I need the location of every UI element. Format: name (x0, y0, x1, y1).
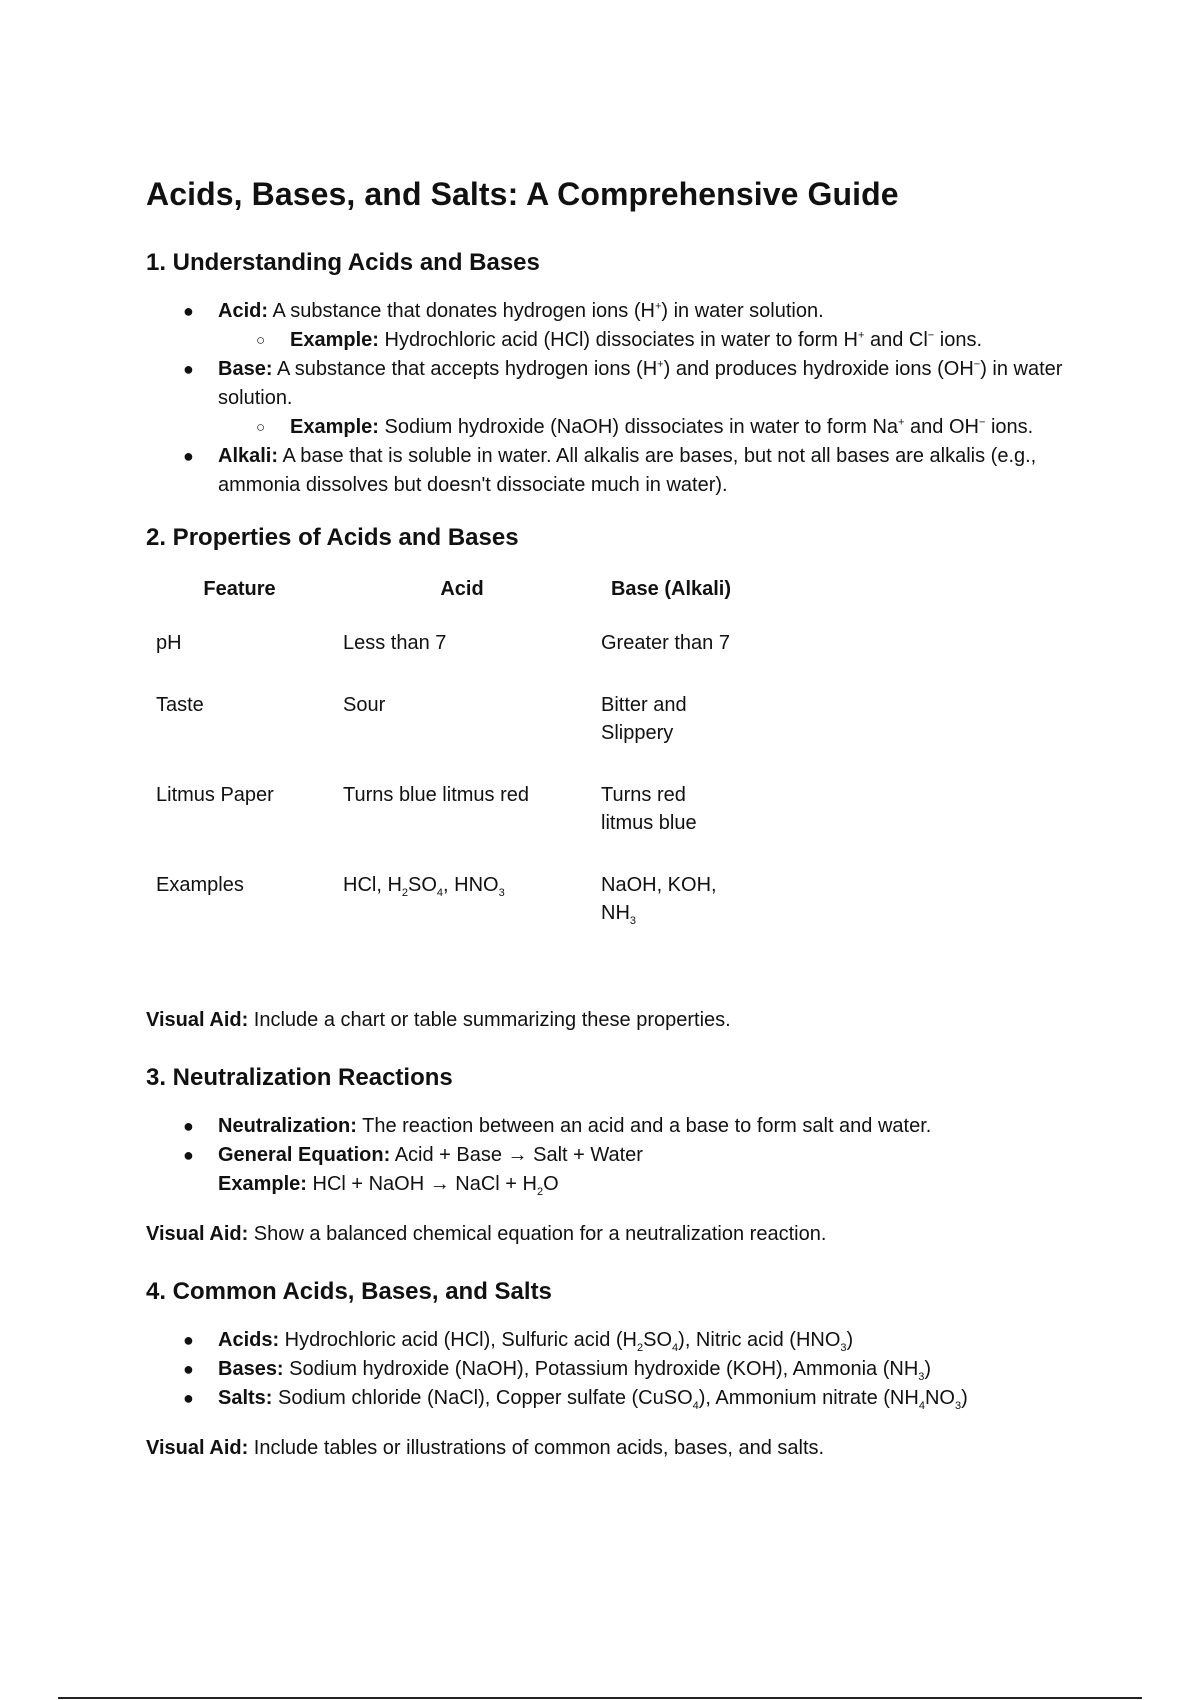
bullet-icon: ● (183, 446, 194, 466)
list-text: Hydrochloric acid (HCl), Sulfuric acid (H (279, 1329, 637, 1351)
superscript: + (857, 329, 865, 342)
table-row (146, 681, 751, 771)
definition-text: ) in water solution. (661, 300, 824, 322)
definition-text: A substance that accepts hydrogen ions (H (272, 358, 658, 380)
definition-text: The reaction between an acid and a base to form salt and water. (356, 1115, 932, 1137)
column-header: Acid (440, 578, 484, 600)
table-cell: Turns blue litmus red (343, 784, 529, 806)
list-item-salts (183, 1384, 1066, 1413)
aid-label: Visual Aid: (146, 1437, 249, 1459)
term-label: Example: (218, 1173, 307, 1195)
aid-label: Visual Aid: (146, 1009, 249, 1031)
section-heading: 1. Understanding Acids and Bases (146, 249, 540, 276)
table-row (146, 771, 751, 861)
term-label: Salts: (218, 1387, 273, 1409)
subscript: 3 (918, 1371, 925, 1383)
list-item-bases (183, 1355, 1066, 1384)
list-text: NO (924, 1387, 955, 1409)
page-bottom-rule (58, 1697, 1142, 1699)
list-text: Sodium chloride (NaCl), Copper sulfate (CuSO (272, 1387, 693, 1409)
term-label: Acids: (218, 1329, 280, 1351)
list-item-alkali (183, 442, 1066, 500)
circle-bullet-icon: ○ (256, 419, 266, 436)
superscript: − (973, 358, 981, 371)
definition-text: ) in water solution. (218, 358, 1063, 409)
subscript: 3 (629, 915, 637, 927)
list-text: ) (961, 1387, 968, 1409)
table-cell: Less than 7 (343, 632, 447, 654)
section-heading: 3. Neutralization Reactions (146, 1064, 453, 1091)
subscript: 4 (918, 1400, 925, 1412)
section-understanding (146, 249, 1066, 500)
superscript: − (978, 416, 986, 429)
aid-text: Include a chart or table summarizing these properties. (248, 1009, 731, 1031)
subscript: 3 (498, 887, 505, 899)
bullet-icon: ● (183, 1388, 194, 1408)
visual-aid-note (146, 1437, 1066, 1460)
visual-aid-note (146, 1223, 1066, 1246)
equation-text: HCl + NaOH → NaCl + H (306, 1173, 537, 1195)
subscript: 2 (401, 887, 409, 899)
example-equation (218, 1170, 1066, 1199)
bullet-icon: ● (183, 301, 194, 321)
bullet-icon: ● (183, 1359, 194, 1379)
section-neutralization (146, 1064, 1066, 1246)
term-label: Bases: (218, 1358, 284, 1380)
example-text: and OH (904, 416, 979, 438)
table-cell: pH (156, 632, 182, 654)
subscript: 4 (436, 887, 444, 899)
term-label: Example: (290, 416, 379, 438)
formula-text: SO (408, 874, 437, 896)
table-cell: Turns red litmus blue (601, 784, 697, 834)
superscript: + (657, 358, 664, 371)
list-text: ), Nitric acid (HNO (678, 1329, 841, 1351)
definition-text: A substance that donates hydrogen ions (H (268, 300, 655, 322)
subscript: 3 (954, 1400, 962, 1412)
subscript: 4 (672, 1342, 679, 1354)
equation-text: O (543, 1173, 559, 1195)
term-label: Neutralization: (218, 1115, 357, 1137)
circle-bullet-icon: ○ (256, 332, 266, 349)
aid-text: Include tables or illustrations of common acids, bases, and salts. (248, 1437, 825, 1459)
example-text: ions. (985, 416, 1034, 438)
aid-text: Show a balanced chemical equation for a neutralization reaction. (248, 1223, 827, 1245)
term-label: Example: (290, 329, 379, 351)
list-item-general-equation (183, 1141, 1066, 1199)
bullet-icon: ● (183, 1145, 194, 1165)
table-row (146, 861, 751, 951)
superscript: + (654, 300, 662, 313)
sub-list (218, 413, 1066, 442)
term-label: General Equation: (218, 1144, 391, 1166)
table-cell (591, 861, 751, 951)
list-item-acid-example (256, 326, 1066, 355)
formula-text: HCl, H (343, 874, 402, 896)
table-cell: Taste (156, 694, 204, 716)
table-cell: Litmus Paper (156, 784, 274, 806)
table-cell: Bitter and Slippery (601, 694, 687, 744)
section-heading: 4. Common Acids, Bases, and Salts (146, 1278, 552, 1305)
neutralization-list (146, 1112, 1066, 1199)
table-row (146, 619, 751, 681)
list-item-base-example (256, 413, 1066, 442)
aid-label: Visual Aid: (146, 1223, 249, 1245)
column-header: Feature (203, 578, 276, 600)
example-text: Sodium hydroxide (NaOH) dissociates in water to form Na (378, 416, 899, 438)
column-header: Base (Alkali) (610, 578, 732, 600)
common-list (146, 1326, 1066, 1413)
definition-text: A base that is soluble in water. All alkalis are bases, but not all bases are alkalis (e.g., ammonia dissolves but doesn't dissociate much in water). (218, 445, 1037, 496)
list-text: ), Ammonium nitrate (NH (698, 1387, 919, 1409)
table-cell: Sour (343, 694, 386, 716)
subscript: 2 (537, 1186, 544, 1198)
example-text: and Cl (864, 329, 928, 351)
term-label: Alkali: (218, 445, 279, 467)
term-label: Base: (218, 358, 273, 380)
visual-aid-note (146, 1009, 1066, 1032)
example-text: Hydrochloric acid (HCl) dissociates in water to form H (378, 329, 858, 351)
table-cell: Examples (156, 874, 244, 896)
definition-list (146, 297, 1066, 500)
formula-text: NaOH, KOH, NH (601, 874, 717, 924)
list-text: SO (643, 1329, 673, 1351)
table-cell: Greater than 7 (601, 632, 730, 654)
section-properties (146, 524, 1066, 1032)
superscript: − (927, 329, 935, 342)
list-text: ) (924, 1358, 932, 1380)
list-item-base (183, 355, 1066, 442)
bullet-icon: ● (183, 359, 194, 379)
term-label: Acid: (218, 300, 268, 322)
subscript: 4 (692, 1400, 699, 1412)
list-item-acid (183, 297, 1066, 355)
table-header-row (146, 572, 751, 619)
example-text: ions. (934, 329, 983, 351)
list-item-neutralization (183, 1112, 1066, 1141)
bullet-icon: ● (183, 1330, 194, 1350)
formula-text: , HNO (443, 874, 499, 896)
table-cell (333, 861, 591, 951)
document-title: Acids, Bases, and Salts: A Comprehensive Guide (146, 176, 899, 212)
list-item-acids (183, 1326, 1066, 1355)
document-page (146, 176, 1066, 1492)
subscript: 2 (637, 1342, 644, 1354)
definition-text: ) and produces hydroxide ions (OH (663, 358, 974, 380)
section-common (146, 1278, 1066, 1460)
sub-list (218, 326, 1066, 355)
properties-table (146, 572, 751, 951)
section-heading: 2. Properties of Acids and Bases (146, 524, 519, 551)
list-text: Sodium hydroxide (NaOH), Potassium hydroxide (KOH), Ammonia (NH (283, 1358, 919, 1380)
subscript: 3 (840, 1342, 847, 1354)
equation-text: Acid + Base → Salt + Water (390, 1144, 643, 1166)
list-text: ) (846, 1329, 854, 1351)
bullet-icon: ● (183, 1116, 194, 1136)
superscript: + (898, 416, 905, 429)
